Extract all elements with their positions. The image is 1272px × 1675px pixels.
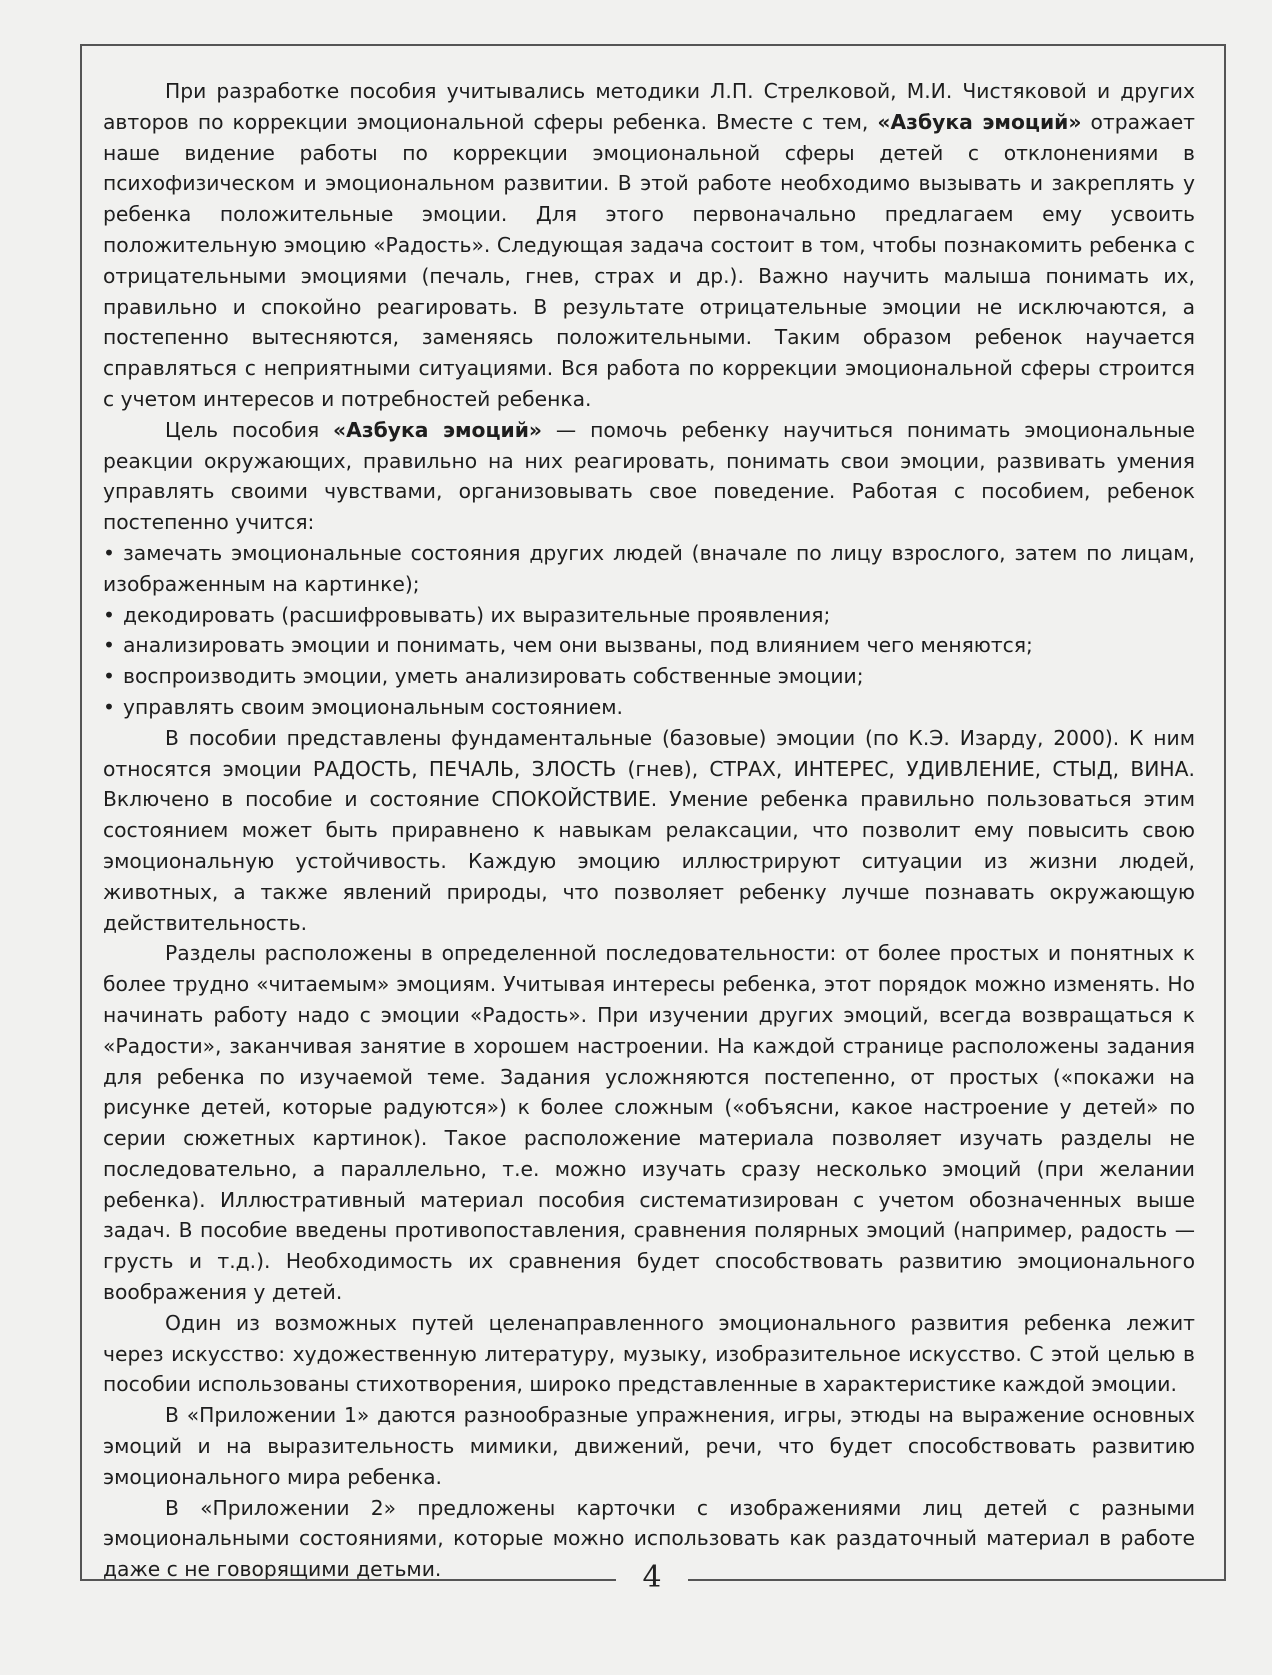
paragraph-5: Один из возможных путей целенаправленного эмоционального развития ребенка лежит через искусство: художественную литературу, музыку, изобразительное искусство. С этой целью в пособии использованы стихотворения, широко представленные в характеристике каждой эмоции. (103, 1310, 1195, 1397)
paragraph-4: Разделы расположены в определенной последовательности: от более простых и понятных к более трудно «читаемым» эмоциям. Учитывая интересы ребенка, этот порядок можно изменять. Но начинать работу надо с эмоции «Радость». При изучении других эмоций, всегда возвращаться к «Радости», заканчивая занятие в хорошем настроении. На каждой странице расположены задания для ребенка по изучаемой теме. Задания усложняются постепенно, от простых («покажи на рисунке детей, которые радуются») к более сложным («объясни, какое настроение у детей» по серии сюжетных картинок). Такое расположение материала позволяет изучать разделы не последовательно, а параллельно, т.е. можно изучать сразу несколько эмоций (при желании ребенка). Иллюстративный материал пособия систематизирован с учетом обозначенных выше задач. В пособие введены противопоставления, сравнения полярных эмоций (например, радость — грусть и т.д.). Необходимость их сравнения будет способствовать развитию эмоционального воображения у детей. (103, 941, 1195, 1305)
page-content (103, 76, 1195, 1585)
page-number: 4 (642, 1560, 662, 1595)
list-item: • воспроизводить эмоции, уметь анализировать собственные эмоции; (103, 661, 1195, 692)
bullet-icon: • (103, 694, 115, 719)
footer-rule-left (80, 1579, 616, 1581)
paragraph-2: Цель пособия «Азбука эмоций» — помочь ребенку научиться понимать эмоциональные реакции окружающих, правильно на них реагировать, понимать свои эмоции, развивать умения управлять своими чувствами, организовывать свое поведение. Работая с пособием, ребенок постепенно учится: (103, 417, 1195, 535)
paragraph-6: В «Приложении 1» даются разнообразные упражнения, игры, этюды на выражение основных эмоций и на выразительность мимики, движений, речи, что будет способствовать развитию эмоционального мира ребенка. (103, 1403, 1195, 1489)
bullet-icon: • (103, 664, 115, 689)
bullet-icon: • (103, 602, 115, 627)
list-item: • декодировать (расшифровывать) их выразительные проявления; (103, 600, 1195, 631)
book-title: «Азбука эмоций» (333, 417, 543, 442)
list-item: • управлять своим эмоциональным состоянием. (103, 692, 1195, 723)
book-title: «Азбука эмоций» (877, 109, 1082, 134)
skills-list (103, 538, 1195, 723)
footer-rule-right (688, 1579, 1226, 1581)
paragraph-3: В пособии представлены фундаментальные (базовые) эмоции (по К.Э. Изарду, 2000). К ним относятся эмоции РАДОСТЬ, ПЕЧАЛЬ, ЗЛОСТЬ (гнев), СТРАХ, ИНТЕРЕС, УДИВЛЕНИЕ, СТЫД, ВИНА. Включено в пособие и состояние СПОКОЙСТВИЕ. Умение ребенка правильно пользоваться этим состоянием может быть приравнено к навыкам релаксации, что позволит ему повысить свою эмоциональную устойчивость. Каждую эмоцию иллюстрируют ситуации из жизни людей, животных, а также явлений природы, что позволяет ребенку лучше познавать окружающую действительность. (103, 725, 1195, 935)
bullet-icon: • (103, 633, 115, 658)
list-item: • замечать эмоциональные состояния других людей (вначале по лицу взрослого, затем по лицам, изображенным на картинке); (103, 538, 1195, 600)
paragraph-7: В «Приложении 2» предложены карточки с изображениями лиц детей с разными эмоциональными состояниями, которые можно использовать как раздаточный материал в работе даже с не говорящими детьми. (103, 1495, 1195, 1582)
bullet-icon: • (103, 540, 115, 565)
list-item: • анализировать эмоции и понимать, чем они вызваны, под влиянием чего меняются; (103, 630, 1195, 661)
paragraph-1: При разработке пособия учитывались методики Л.П. Стрелковой, М.И. Чистяковой и других авторов по коррекции эмоциональной сферы ребенка. Вместе с тем, «Азбука эмоций» отражает наше видение работы по коррекции эмоциональной сферы детей с отклонениями в психофизическом и эмоциональном развитии. В этой работе необходимо вызывать и закреплять у ребенка положительные эмоции. Для этого первоначально предлагаем ему усвоить положительную эмоцию «Радость». Следующая задача состоит в том, чтобы познакомить ребенка с отрицательными эмоциями (печаль, гнев, страх и др.). Важно научить малыша понимать их, правильно и спокойно реагировать. В результате отрицательные эмоции не исключаются, а постепенно вытесняются, заменяясь положительными. Таким образом ребенок научается справляться с неприятными ситуациями. Вся работа по коррекции эмоциональной сферы строится с учетом интересов и потребностей ребенка. (103, 79, 1195, 411)
